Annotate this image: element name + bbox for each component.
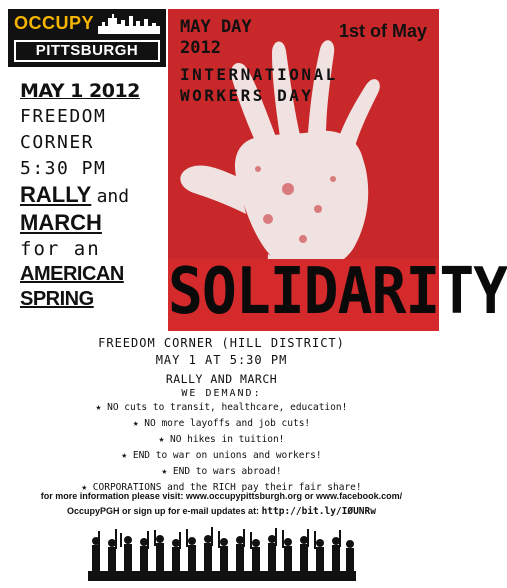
demand-item: ★ NO hikes in tuition! bbox=[158, 434, 285, 445]
event-date: MAY 1 2012 bbox=[20, 80, 140, 102]
info-footer bbox=[0, 489, 443, 519]
workers-day-heading: WORKERS DAY bbox=[180, 86, 314, 105]
logo-pittsburgh-text: PITTSBURGH bbox=[14, 40, 160, 62]
event-details bbox=[0, 335, 443, 496]
event-time: 5:30 PM bbox=[20, 158, 107, 179]
signup-link[interactable]: http://bit.ly/IØUNRw bbox=[261, 506, 376, 517]
demand-item: ★ END to war on unions and workers! bbox=[121, 450, 322, 461]
demand-title: WE DEMAND: bbox=[181, 388, 262, 399]
place-line-1: FREEDOM bbox=[20, 106, 107, 127]
place-line-2: CORNER bbox=[20, 132, 95, 153]
event-type-text: RALLY AND MARCH bbox=[165, 372, 278, 386]
international-heading: INTERNATIONAL bbox=[180, 65, 338, 84]
march-word: MARCH bbox=[20, 210, 102, 235]
rally-word: RALLY bbox=[20, 182, 92, 207]
year-heading: 2012 bbox=[180, 38, 221, 58]
info-line-1: for more information please visit: www.occupypittsburgh.org or www.facebook.com/ bbox=[40, 491, 403, 501]
may-day-heading: MAY DAY bbox=[180, 17, 252, 37]
poster-panel bbox=[168, 9, 507, 331]
and-word: and bbox=[96, 186, 130, 207]
location-text: FREEDOM CORNER (HILL DISTRICT) bbox=[98, 336, 345, 350]
info-line-2: OccupyPGH or sign up for e-mail updates at: bbox=[67, 506, 262, 516]
spring-word: SPRING bbox=[20, 288, 94, 310]
event-summary bbox=[20, 78, 166, 312]
demand-item: ★ NO more layoffs and job cuts! bbox=[132, 418, 311, 429]
american-word: AMERICAN bbox=[20, 263, 124, 285]
logo-occupy-text: OCCUPY bbox=[14, 13, 95, 33]
crowd-silhouette-icon bbox=[88, 527, 356, 583]
solidarity-banner: SOLIDARITY bbox=[168, 253, 507, 329]
when-text: MAY 1 AT 5:30 PM bbox=[155, 353, 288, 367]
occupy-pittsburgh-logo bbox=[8, 9, 166, 67]
skyline-icon bbox=[98, 12, 160, 34]
demand-item: ★ NO cuts to transit, healthcare, education! bbox=[95, 402, 348, 413]
demand-item: ★ END to wars abroad! bbox=[161, 466, 282, 477]
first-of-may-heading: 1st of May bbox=[338, 21, 427, 41]
for-an-text: for an bbox=[20, 238, 101, 260]
demand-item: ★ CORPORATIONS and the RICH pay their fair share! bbox=[81, 482, 362, 493]
